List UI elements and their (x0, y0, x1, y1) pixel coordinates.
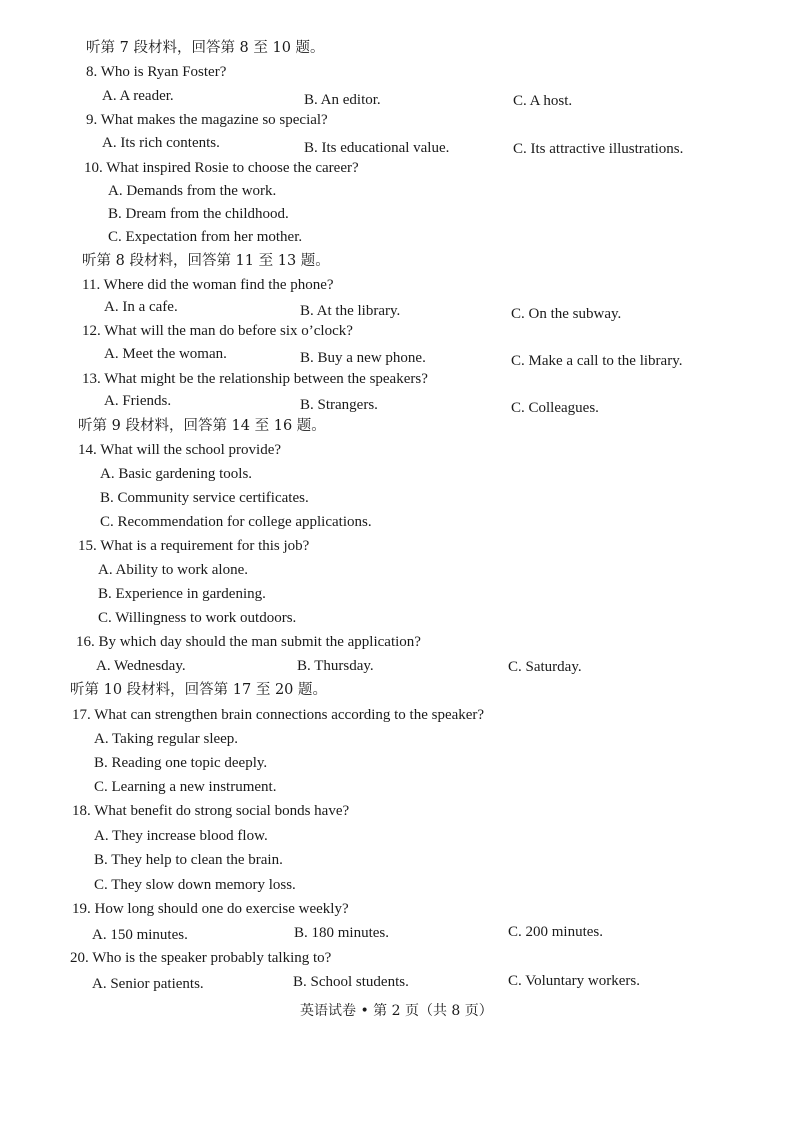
option-b: B. 180 minutes. (294, 925, 390, 941)
option-b: B. School students. (293, 974, 409, 990)
question-stem: 19. How long should one do exercise weekly? (72, 901, 349, 917)
section-heading: 听第 9 段材料，回答第 14 至 16 题。 (78, 418, 326, 434)
question-stem: 15. What is a requirement for this job? (78, 538, 310, 554)
option-a: A. Senior patients. (92, 976, 204, 992)
option-b: B. Community service certificates. (100, 490, 309, 506)
option-c: C. They slow down memory loss. (94, 877, 296, 893)
question-stem: 18. What benefit do strong social bonds have? (72, 803, 350, 819)
question-stem: 10. What inspired Rosie to choose the career? (84, 160, 359, 176)
option-c: C. On the subway. (511, 306, 622, 322)
question-stem: 9. What makes the magazine so special? (86, 112, 328, 128)
option-a: A. Wednesday. (96, 658, 186, 674)
option-c: C. Saturday. (508, 659, 582, 675)
option-b: B. Reading one topic deeply. (94, 755, 268, 771)
option-a: A. Its rich contents. (102, 135, 220, 151)
section-heading: 听第 10 段材料，回答第 17 至 20 题。 (70, 682, 328, 698)
question-stem: 14. What will the school provide? (78, 442, 282, 458)
option-c: C. Recommendation for college applications. (100, 514, 372, 530)
option-b: B. They help to clean the brain. (94, 852, 283, 868)
option-a: A. 150 minutes. (92, 927, 188, 943)
option-b: B. Experience in gardening. (98, 586, 266, 602)
question-stem: 17. What can strengthen brain connections according to the speaker? (72, 707, 485, 723)
option-a: A. Taking regular sleep. (94, 731, 239, 747)
option-a: A. Meet the woman. (104, 346, 227, 362)
question-stem: 16. By which day should the man submit the application? (76, 634, 421, 650)
option-c: C. 200 minutes. (508, 924, 604, 940)
option-b: B. Strangers. (300, 397, 378, 413)
option-b: B. Dream from the childhood. (108, 206, 289, 222)
option-c: C. A host. (513, 93, 573, 109)
option-b: B. Buy a new phone. (300, 350, 426, 366)
option-a: A. They increase blood flow. (94, 828, 268, 844)
question-stem: 20. Who is the speaker probably talking to? (70, 950, 332, 966)
section-heading: 听第 7 段材料，回答第 8 至 10 题。 (86, 40, 325, 56)
option-a: A. Demands from the work. (108, 183, 277, 199)
option-c: C. Willingness to work outdoors. (98, 610, 297, 626)
option-a: A. In a cafe. (104, 299, 178, 315)
option-b: B. At the library. (300, 303, 401, 319)
option-b: B. An editor. (304, 92, 381, 108)
option-c: C. Its attractive illustrations. (513, 141, 684, 157)
option-b: B. Its educational value. (304, 140, 450, 156)
option-c: C. Learning a new instrument. (94, 779, 277, 795)
option-b: B. Thursday. (297, 658, 374, 674)
section-heading: 听第 8 段材料，回答第 11 至 13 题。 (82, 253, 330, 269)
option-c: C. Colleagues. (511, 400, 599, 416)
option-c: C. Voluntary workers. (508, 973, 640, 989)
question-stem: 12. What will the man do before six o’clock? (82, 323, 353, 339)
option-c: C. Expectation from her mother. (108, 229, 303, 245)
option-a: A. Friends. (104, 393, 172, 409)
option-a: A. Ability to work alone. (98, 562, 248, 578)
option-c: C. Make a call to the library. (511, 353, 683, 369)
question-stem: 8. Who is Ryan Foster? (86, 64, 227, 80)
option-a: A. A reader. (102, 88, 174, 104)
question-stem: 11. Where did the woman find the phone? (82, 277, 334, 293)
option-a: A. Basic gardening tools. (100, 466, 253, 482)
question-stem: 13. What might be the relationship between the speakers? (82, 371, 428, 387)
page-footer: 英语试卷 • 第 2 页（共 8 页） (300, 1003, 493, 1019)
